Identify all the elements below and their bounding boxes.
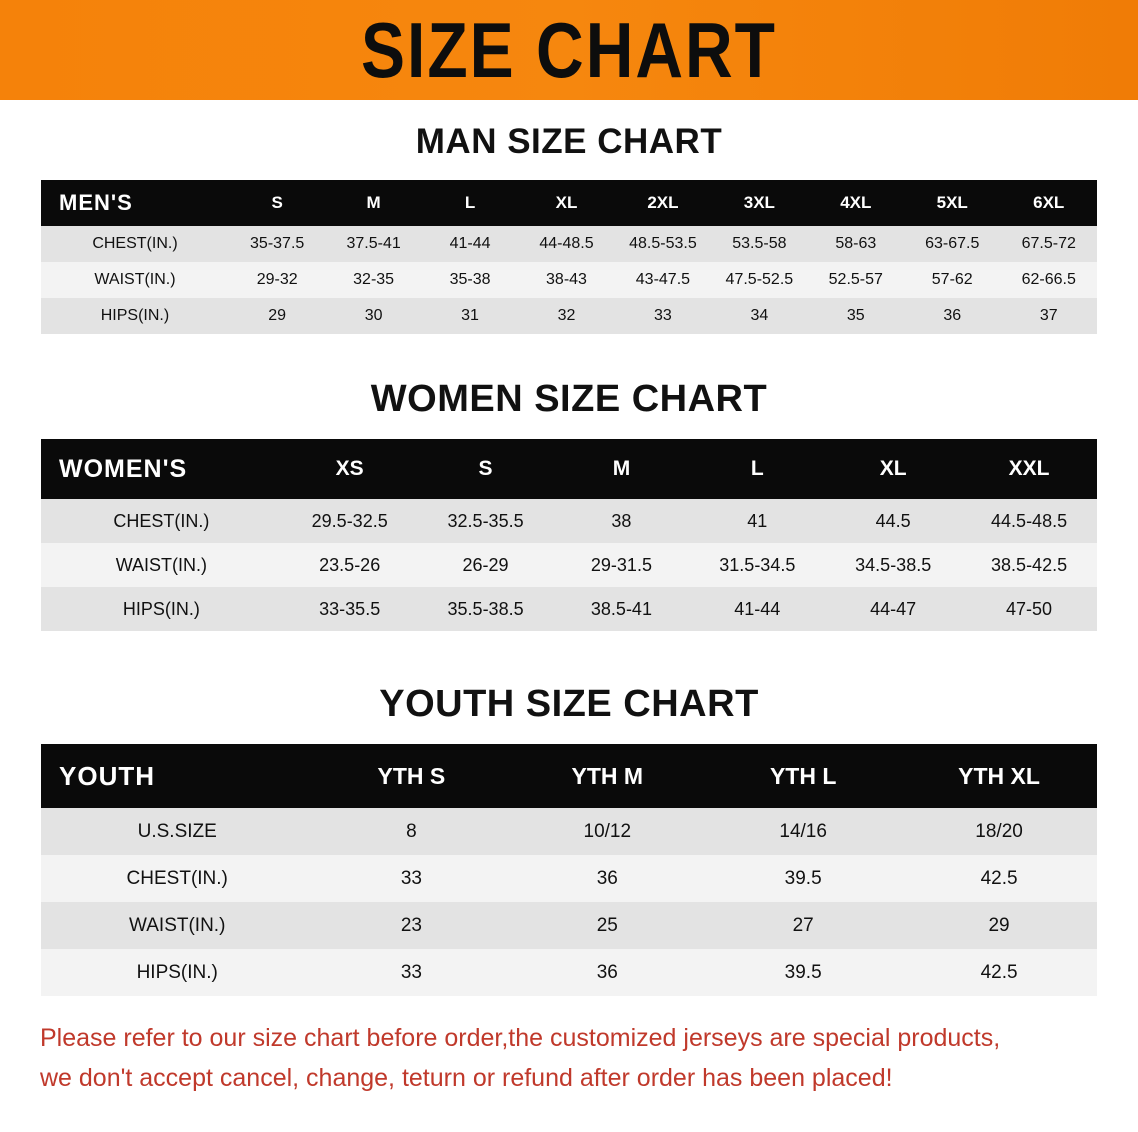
- table-cell: 35-38: [449, 271, 491, 288]
- women-row-label: WAIST(IN.): [115, 554, 208, 575]
- youth-table-head: [41, 744, 1097, 808]
- table-cell: 10/12: [583, 820, 632, 842]
- table-cell: 34: [750, 307, 769, 324]
- table-cell: 36: [943, 307, 962, 324]
- man-size-table: [41, 180, 1097, 334]
- table-cell: 44-48.5: [539, 235, 594, 252]
- table-cell: 31: [461, 307, 479, 324]
- man-column-header: 3XL: [743, 193, 775, 212]
- table-cell: 29: [988, 914, 1010, 936]
- table-cell: 63-67.5: [925, 235, 980, 252]
- man-table-head: [41, 180, 1097, 226]
- table-cell: 62-66.5: [1021, 271, 1076, 288]
- disclaimer-note: [40, 1018, 1098, 1098]
- table-cell: 39.5: [784, 961, 822, 983]
- table-cell: 23: [400, 914, 422, 936]
- table-row: [41, 902, 1097, 949]
- youth-column-header: YTH M: [571, 762, 644, 789]
- table-cell: 27: [792, 914, 814, 936]
- table-cell: 33: [400, 867, 422, 889]
- table-row: [41, 808, 1097, 855]
- table-cell: 57-62: [931, 271, 973, 288]
- youth-size-table: [41, 744, 1097, 996]
- man-column-header: XL: [555, 193, 578, 212]
- table-cell: 47-50: [1006, 598, 1053, 619]
- table-row: [41, 855, 1097, 902]
- table-row: [41, 262, 1097, 298]
- women-section-heading: WOMEN SIZE CHART: [370, 378, 768, 420]
- table-header-row: [41, 744, 1097, 808]
- man-column-header: M: [366, 193, 381, 212]
- man-table: [41, 180, 1097, 334]
- table-cell: 35-37.5: [250, 235, 305, 252]
- youth-table-corner-header: YOUTH: [59, 760, 155, 791]
- man-row-label: HIPS(IN.): [100, 307, 170, 324]
- table-header-row: [41, 180, 1097, 226]
- table-cell: 43-47.5: [635, 271, 691, 288]
- table-cell: 38.5-42.5: [991, 554, 1068, 575]
- table-cell: 44.5-48.5: [991, 510, 1068, 531]
- table-cell: 39.5: [784, 867, 822, 889]
- man-column-header: 4XL: [840, 193, 872, 212]
- women-column-header: L: [750, 457, 764, 480]
- table-cell: 38: [611, 510, 632, 531]
- youth-table-body: [41, 808, 1097, 996]
- table-cell: 41: [747, 510, 768, 531]
- women-row-label: HIPS(IN.): [122, 598, 200, 619]
- women-table: [41, 439, 1097, 631]
- table-cell: 32.5-35.5: [447, 510, 524, 531]
- man-column-header: 2XL: [647, 193, 679, 212]
- table-cell: 32: [557, 307, 576, 324]
- man-column-header: S: [271, 193, 283, 212]
- table-cell: 37: [1039, 307, 1058, 324]
- youth-row-label: CHEST(IN.): [126, 867, 228, 889]
- table-row: [41, 499, 1097, 543]
- table-cell: 47.5-52.5: [725, 271, 794, 288]
- table-cell: 32-35: [353, 271, 395, 288]
- table-cell: 36: [596, 961, 618, 983]
- table-row: [41, 226, 1097, 262]
- page-banner: [0, 0, 1138, 100]
- women-row-label: CHEST(IN.): [113, 510, 210, 531]
- table-row: [41, 543, 1097, 587]
- man-column-header: 6XL: [1033, 193, 1065, 212]
- man-row-label: WAIST(IN.): [94, 271, 176, 288]
- table-cell: 8: [406, 820, 417, 842]
- youth-row-label: HIPS(IN.): [136, 961, 218, 983]
- table-cell: 44-47: [870, 598, 917, 619]
- table-cell: 25: [596, 914, 618, 936]
- table-cell: 29-31.5: [590, 554, 652, 575]
- table-cell: 29: [268, 307, 287, 324]
- man-row-label: CHEST(IN.): [92, 235, 178, 252]
- table-cell: 52.5-57: [828, 271, 883, 288]
- table-cell: 48.5-53.5: [629, 235, 697, 252]
- youth-row-label: WAIST(IN.): [129, 914, 226, 936]
- women-column-header: XS: [335, 457, 364, 480]
- women-table-corner-header: WOMEN'S: [59, 454, 188, 483]
- disclaimer-line-2: we don't accept cancel, change, teturn or refund after order has been placed!: [40, 1064, 893, 1092]
- man-column-header: 5XL: [936, 193, 968, 212]
- table-cell: 58-63: [835, 235, 877, 252]
- table-cell: 38-43: [546, 271, 587, 288]
- table-cell: 23.5-26: [319, 554, 381, 575]
- table-header-row: [41, 439, 1097, 499]
- women-column-header: XL: [879, 457, 907, 480]
- man-table-corner-header: MEN'S: [59, 190, 133, 215]
- table-cell: 42.5: [980, 867, 1018, 889]
- table-cell: 35: [846, 307, 865, 324]
- table-cell: 41-44: [449, 235, 491, 252]
- disclaimer-line-1: Please refer to our size chart before order,the customized jerseys are special products,: [40, 1024, 1001, 1052]
- man-table-body: [41, 226, 1097, 334]
- table-cell: 33: [400, 961, 422, 983]
- women-column-header: XXL: [1008, 457, 1050, 480]
- table-cell: 44.5: [875, 510, 911, 531]
- women-column-header: M: [612, 457, 631, 480]
- table-cell: 18/20: [975, 820, 1023, 842]
- table-cell: 36: [596, 867, 618, 889]
- youth-column-header: YTH XL: [958, 762, 1040, 789]
- women-table-body: [41, 499, 1097, 631]
- table-row: [41, 298, 1097, 334]
- table-cell: 37.5-41: [346, 235, 401, 252]
- page-title: SIZE CHART: [361, 6, 777, 94]
- table-row: [41, 949, 1097, 996]
- women-column-header: S: [478, 457, 493, 480]
- youth-column-header: YTH S: [377, 762, 446, 789]
- table-cell: 31.5-34.5: [719, 554, 796, 575]
- table-cell: 53.5-58: [732, 235, 787, 252]
- table-cell: 29.5-32.5: [311, 510, 388, 531]
- youth-row-label: U.S.SIZE: [137, 820, 217, 842]
- table-cell: 38.5-41: [590, 598, 652, 619]
- table-cell: 41-44: [734, 598, 781, 619]
- youth-table: [41, 744, 1097, 996]
- table-cell: 67.5-72: [1021, 235, 1076, 252]
- table-cell: 34.5-38.5: [855, 554, 932, 575]
- youth-section-heading: YOUTH SIZE CHART: [379, 683, 759, 725]
- man-column-header: L: [464, 193, 476, 212]
- table-cell: 33-35.5: [319, 598, 381, 619]
- table-cell: 42.5: [980, 961, 1018, 983]
- table-row: [41, 587, 1097, 631]
- table-cell: 33: [654, 307, 672, 324]
- table-cell: 35.5-38.5: [447, 598, 524, 619]
- women-table-head: [41, 439, 1097, 499]
- youth-column-header: YTH L: [769, 762, 837, 789]
- table-cell: 29-32: [256, 271, 298, 288]
- man-section-heading: MAN SIZE CHART: [415, 122, 723, 161]
- women-size-table: [41, 439, 1097, 631]
- table-cell: 26-29: [462, 554, 509, 575]
- table-cell: 14/16: [779, 820, 827, 842]
- table-cell: 30: [364, 307, 383, 324]
